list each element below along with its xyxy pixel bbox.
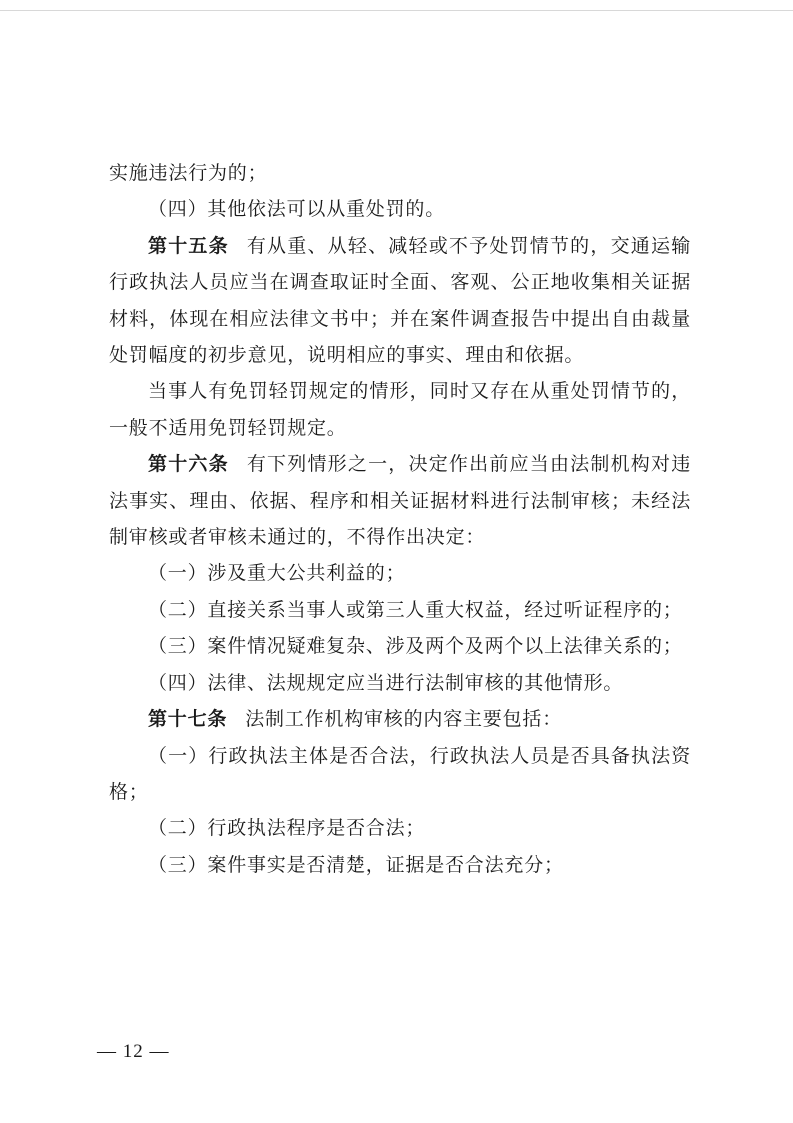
article-paragraph <box>109 701 691 737</box>
paragraph-text: （二）行政执法程序是否合法； <box>148 817 426 840</box>
paragraph-text: （四）其他依法可以从重处罚的。 <box>148 198 446 221</box>
page-number: — 12 — <box>97 1041 170 1062</box>
article-paragraph <box>109 228 691 374</box>
paragraph-text: 法制工作机构审核的内容主要包括： <box>245 708 563 731</box>
list-item <box>109 738 691 811</box>
paragraph-text: 当事人有免罚轻罚规定的情形，同时又存在从重处罚情节的，一般不适用免罚轻罚规定。 <box>109 380 691 439</box>
list-item <box>109 665 691 701</box>
paragraph-text: 有从重、从轻、减轻或不予处罚情节的，交通运输行政执法人员应当在调查取证时全面、客观、公正地收集相关证据材料，体现在相应法律文书中；并在案件调查报告中提出自由裁量处罚幅度的初步意见，说明相应的事实、理由和依据。 <box>109 234 692 367</box>
article-heading: 第十六条 <box>148 453 229 476</box>
list-item <box>109 592 691 628</box>
paragraph-text: （四）法律、法规规定应当进行法制审核的其他情形。 <box>148 671 624 694</box>
document-body <box>109 155 691 883</box>
paragraph <box>109 191 691 227</box>
paragraph-text: （三）案件情况疑难复杂、涉及两个及两个以上法律关系的； <box>148 635 683 658</box>
list-item <box>109 810 691 846</box>
list-item <box>109 847 691 883</box>
paragraph <box>109 155 691 191</box>
page-top-edge <box>0 10 793 11</box>
paragraph-text: 有下列情形之一，决定作出前应当由法制机构对违法事实、理由、依据、程序和相关证据材料进行法制审核；未经法制审核或者审核未通过的，不得作出决定： <box>109 453 692 549</box>
article-paragraph <box>109 446 691 555</box>
list-item <box>109 628 691 664</box>
list-item <box>109 555 691 591</box>
article-heading: 第十五条 <box>148 234 229 257</box>
paragraph-text: （一）涉及重大公共利益的； <box>148 562 406 585</box>
paragraph-text: 实施违法行为的； <box>109 162 268 184</box>
paragraph-text: （三）案件事实是否清楚，证据是否合法充分； <box>148 853 564 876</box>
paragraph-text: （二）直接关系当事人或第三人重大权益，经过听证程序的； <box>148 598 683 621</box>
paragraph <box>109 373 691 446</box>
article-heading: 第十七条 <box>148 708 228 731</box>
paragraph-text: （一）行政执法主体是否合法，行政执法人员是否具备执法资格； <box>109 744 691 803</box>
